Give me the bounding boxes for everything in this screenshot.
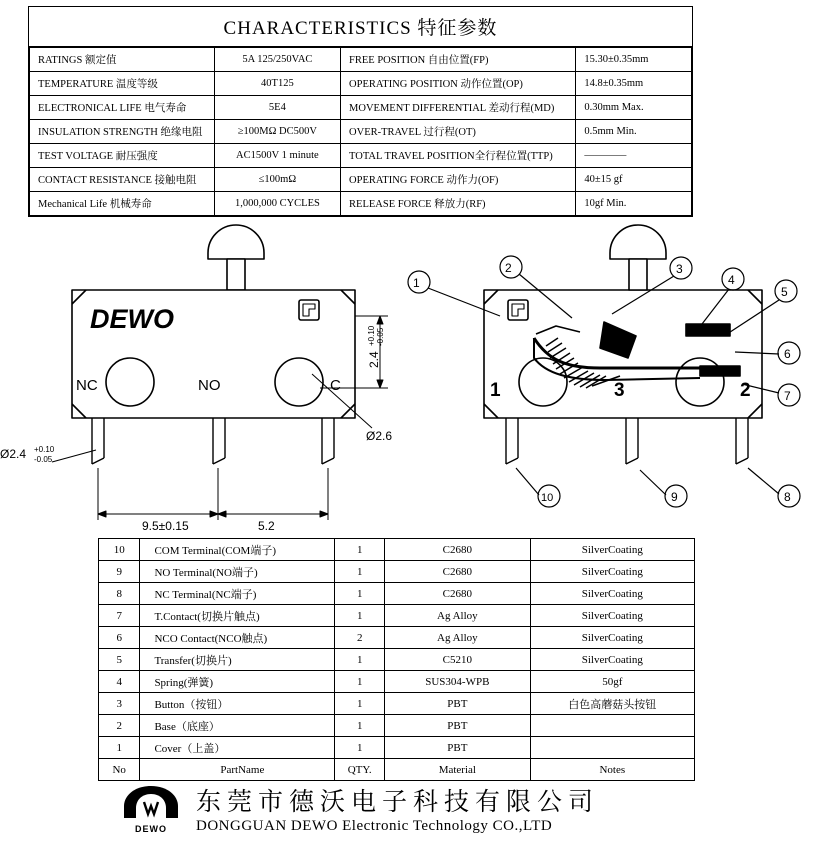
table-row [30,192,692,216]
table-row [30,144,692,168]
char-value: ≤100mΩ [214,168,340,192]
part-material: PBT [385,737,530,759]
part-no: 3 [99,693,140,715]
callout-1: 1 [413,276,420,290]
part-note: 白色高蘑菇头按钮 [530,693,694,715]
callout-10: 10 [541,492,554,504]
terminal-number-2: 2 [740,380,751,401]
header-notes: Notes [530,759,694,781]
company-name-cn: 东莞市德沃电子科技有限公司 [196,789,600,816]
char-value: ≥100MΩ DC500V [214,120,340,144]
part-name: COM Terminal(COM端子) [140,539,335,561]
char-value: 40T125 [214,72,340,96]
part-qty: 1 [335,583,385,605]
company-logo [118,784,188,840]
char-label: Mechanical Life 机械寿命 [30,192,215,216]
char-label-2: MOVEMENT DIFFERENTIAL 差动行程(MD) [341,96,576,120]
part-material: C2680 [385,583,530,605]
part-note: SilverCoating [530,649,694,671]
header-no: No [99,759,140,781]
char-value: 5A 125/250VAC [214,48,340,72]
terminal-number-1: 1 [490,380,501,401]
part-no: 10 [99,539,140,561]
dewo-logo-icon [118,784,184,824]
char-value: 1,000,000 CYCLES [214,192,340,216]
callout-4: 4 [728,273,735,287]
characteristics-grid [29,47,692,216]
char-value-2: 14.8±0.35mm [576,72,692,96]
dim-pin-dia-tol-dn: -0.05 [34,455,53,464]
part-qty: 1 [335,715,385,737]
char-label-2: OVER-TRAVEL 过行程(OT) [341,120,576,144]
dim-height-tol-up: +0.10 [367,325,376,346]
terminal-label-nc: NC [76,377,98,394]
part-qty: 2 [335,627,385,649]
parts-table [98,538,695,781]
part-name: NO Terminal(NO端子) [140,561,335,583]
header-qty: QTY. [335,759,385,781]
part-qty: 1 [335,539,385,561]
table-row [99,715,695,737]
part-no: 6 [99,627,140,649]
parts-grid [98,538,695,781]
part-note: 50gf [530,671,694,693]
part-qty: 1 [335,561,385,583]
part-note: SilverCoating [530,583,694,605]
part-qty: 1 [335,693,385,715]
table-row [99,737,695,759]
callout-6: 6 [784,347,791,361]
table-row [99,583,695,605]
part-name: Cover（上盖） [140,737,335,759]
char-value-2: 15.30±0.35mm [576,48,692,72]
terminal-label-no: NO [198,377,221,394]
dim-width: 9.5±0.15 [142,519,189,533]
table-row [99,605,695,627]
brand-label: DEWO [90,304,174,334]
table-row [99,627,695,649]
terminal-label-c: C [330,377,341,394]
part-name: NC Terminal(NC端子) [140,583,335,605]
callout-3: 3 [676,262,683,276]
part-name: Button（按钮） [140,693,335,715]
part-material: C5210 [385,649,530,671]
part-name: Spring(弹簧) [140,671,335,693]
char-label: TEST VOLTAGE 耐压强度 [30,144,215,168]
part-no: 5 [99,649,140,671]
char-value-2: 0.5mm Min. [576,120,692,144]
characteristics-title: CHARACTERISTICS 特征参数 [29,7,692,47]
char-label-2: OPERATING POSITION 动作位置(OP) [341,72,576,96]
part-material: Ag Alloy [385,627,530,649]
company-footer [98,782,698,844]
part-no: 9 [99,561,140,583]
part-no: 4 [99,671,140,693]
char-label-2: TOTAL TRAVEL POSITION全行程位置(TTP) [341,144,576,168]
char-label: TEMPERATURE 温度等级 [30,72,215,96]
table-row [99,649,695,671]
part-material: PBT [385,693,530,715]
part-note: SilverCoating [530,539,694,561]
part-material: C2680 [385,561,530,583]
part-material: SUS304-WPB [385,671,530,693]
terminal-number-3: 3 [614,380,625,401]
table-row [30,48,692,72]
table-row [30,168,692,192]
char-label: ELECTRONICAL LIFE 电气寿命 [30,96,215,120]
characteristics-table [28,6,693,217]
char-label-2: RELEASE FORCE 释放力(RF) [341,192,576,216]
char-label: RATINGS 额定值 [30,48,215,72]
part-no: 8 [99,583,140,605]
dim-hole-dia: Ø2.6 [366,429,393,443]
char-label: INSULATION STRENGTH 绝缘电阻 [30,120,215,144]
callout-2: 2 [505,261,512,275]
char-value-2: 10gf Min. [576,192,692,216]
part-name: NCO Contact(NCO触点) [140,627,335,649]
callout-8: 8 [784,490,791,504]
char-label-2: FREE POSITION 自由位置(FP) [341,48,576,72]
table-header-row [99,759,695,781]
part-no: 1 [99,737,140,759]
drawing-area [0,218,835,538]
part-qty: 1 [335,649,385,671]
dim-pin-dia: Ø2.4 [0,447,27,461]
part-qty: 1 [335,737,385,759]
char-value-2: 0.30mm Max. [576,96,692,120]
part-note: SilverCoating [530,605,694,627]
char-value: 5E4 [214,96,340,120]
header-partname: PartName [140,759,335,781]
callout-7: 7 [784,389,791,403]
char-label-2: OPERATING FORCE 动作力(OF) [341,168,576,192]
callout-9: 9 [671,490,678,504]
part-name: Base（底座） [140,715,335,737]
part-no: 7 [99,605,140,627]
char-value-2: ———— [576,144,692,168]
part-no: 2 [99,715,140,737]
char-value-2: 40±15 gf [576,168,692,192]
part-qty: 1 [335,605,385,627]
header-material: Material [385,759,530,781]
callout-5: 5 [781,285,788,299]
part-material: Ag Alloy [385,605,530,627]
dim-width2: 5.2 [258,519,275,533]
part-qty: 1 [335,671,385,693]
table-row [99,671,695,693]
part-name: T.Contact(切换片触点) [140,605,335,627]
part-name: Transfer(切换片) [140,649,335,671]
company-name-en: DONGGUAN DEWO Electronic Technology CO.,LTD [196,818,553,834]
part-note: SilverCoating [530,627,694,649]
dim-height: 2.4 [367,351,381,368]
part-note [530,715,694,737]
table-row [30,96,692,120]
logo-text: DEWO [135,824,167,834]
char-label: CONTACT RESISTANCE 接触电阻 [30,168,215,192]
part-note [530,737,694,759]
table-row [30,120,692,144]
table-row [30,72,692,96]
table-row [99,561,695,583]
part-material: C2680 [385,539,530,561]
part-note: SilverCoating [530,561,694,583]
dim-height-tol-dn: -0.05 [376,327,385,346]
table-row [99,539,695,561]
char-value: AC1500V 1 minute [214,144,340,168]
table-row [99,693,695,715]
part-material: PBT [385,715,530,737]
dim-pin-dia-tol-up: +0.10 [34,445,55,454]
